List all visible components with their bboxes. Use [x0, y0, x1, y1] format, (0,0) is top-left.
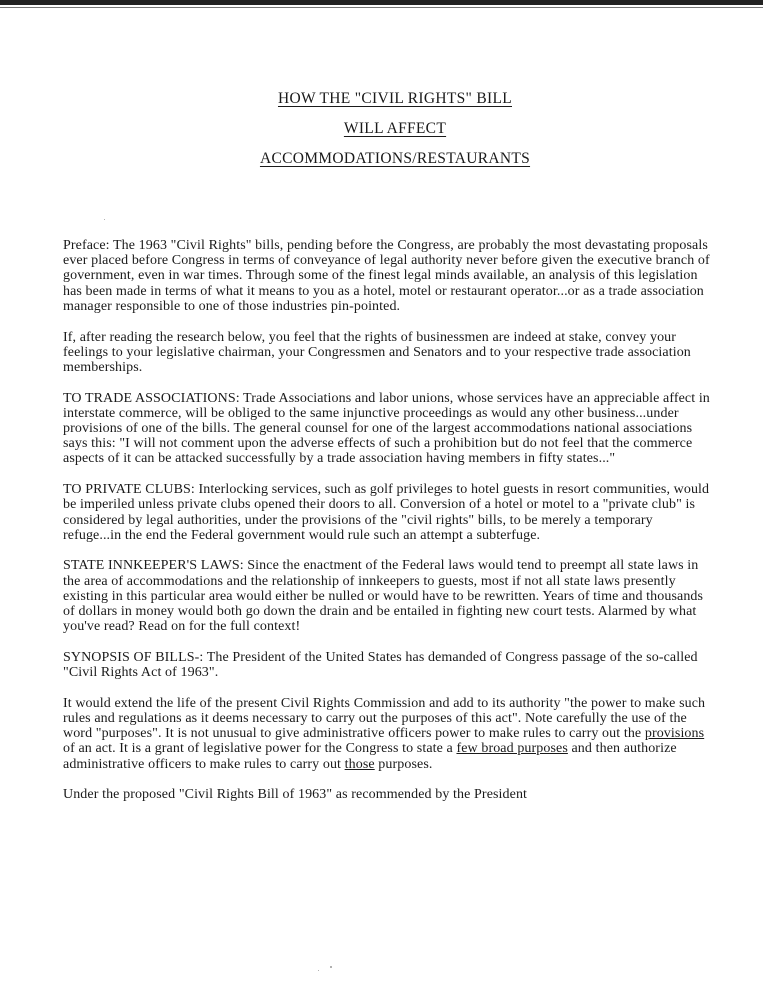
synopsis-paragraph: SYNOPSIS OF BILLS-: The President of the United States has demanded of Congress passage of the so-called "Civil Rights Act of 1963". [63, 649, 698, 681]
underlined-few-broad-purposes: few broad purposes [456, 741, 568, 757]
preface-paragraph: Preface: The 1963 "Civil Rights" bills, pending before the Congress, are probably the most devastating proposals ever placed before Congress in terms of conveyance of legal authority never before given the executive branch of government, even in war times. Through some of the finest legal minds available, an analysis of this legislation has been made in terms of what it means to you as a hotel, motel or restaurant operator...or as a trade association manager responsible to one of those industries pin-pointed. [63, 238, 710, 314]
private-clubs-paragraph: TO PRIVATE CLUBS: Interlocking services, such as golf privileges to hotel guests in resort communities, would be imperiled unless private clubs opened their doors to all. Conversion of a hotel or motel to a "private club" is considered by legal authorities, under the provisions of the "civil rights" bills, to be merely a temporary refuge...in the end the Federal government would rule such an attempt a subterfuge. [63, 482, 710, 543]
underlined-those: those [344, 756, 375, 772]
innkeeper-laws-paragraph: STATE INNKEEPER'S LAWS: Since the enactment of the Federal laws would tend to preempt all state laws in the area of accommodations and the relationship of innkeepers to guests, most if not all state laws presently existing in this particular area would either be nulled or would have to be rewritten. Years of time and thousands of dollars in money would both go down the drain and be entailed in fighting new court tests. Alarmed by what you've read? Read on for the full context! [63, 558, 704, 635]
title-line-1: HOW THE "CIVIL RIGHTS" BILL [277, 90, 512, 107]
scan-speck [318, 970, 319, 971]
document-title [0, 88, 763, 178]
title-line-2: WILL AFFECT [343, 120, 447, 137]
commission-text-1: It would extend the life of the present Civil Rights Commission and add to its authority "the power to make such rules and regulations as it deems necessary to carry out the purposes of this act". Note carefully the use of the word "purposes". It is not unusual to give administrative officers power to make rules to carry out the [63, 695, 706, 742]
trade-associations-paragraph: TO TRADE ASSOCIATIONS: Trade Associations and labor unions, whose services have an appreciable affect in interstate commerce, will be obliged to the same injunctive proceedings as would any other business...under provisions of one of the bills. The general counsel for one of the largest accommodations national associations says this: "I will not comment upon the adverse effects of such a prohibition but do not feel that the commerce aspects of it can be attacked successfully by a trade association having members in fifty states..." [63, 390, 710, 467]
underlined-provisions: provisions [644, 726, 705, 742]
scan-speck [330, 966, 332, 968]
call-to-action-paragraph: If, after reading the research below, you feel that the rights of businessmen are indeed at stake, convey your feelings to your legislative chairman, your Congressmen and Senators and to your respective trade association memberships. [63, 329, 691, 375]
page-top-border-thin [0, 7, 763, 8]
page-top-border [0, 0, 763, 5]
commission-text-2: of an act. It is a grant of legislative power for the Congress to state a [63, 741, 457, 757]
under-proposed-paragraph: Under the proposed "Civil Rights Bill of 1963" as recommended by the President [63, 787, 528, 803]
scan-speck [104, 219, 105, 220]
document-body [63, 238, 713, 803]
commission-text-4: purposes. [374, 756, 433, 772]
commission-paragraph [63, 696, 713, 772]
commission-text-3: and then authorize administrative officers to make rules to carry out [63, 741, 677, 772]
title-line-3: ACCOMMODATIONS/RESTAURANTS [259, 150, 531, 167]
